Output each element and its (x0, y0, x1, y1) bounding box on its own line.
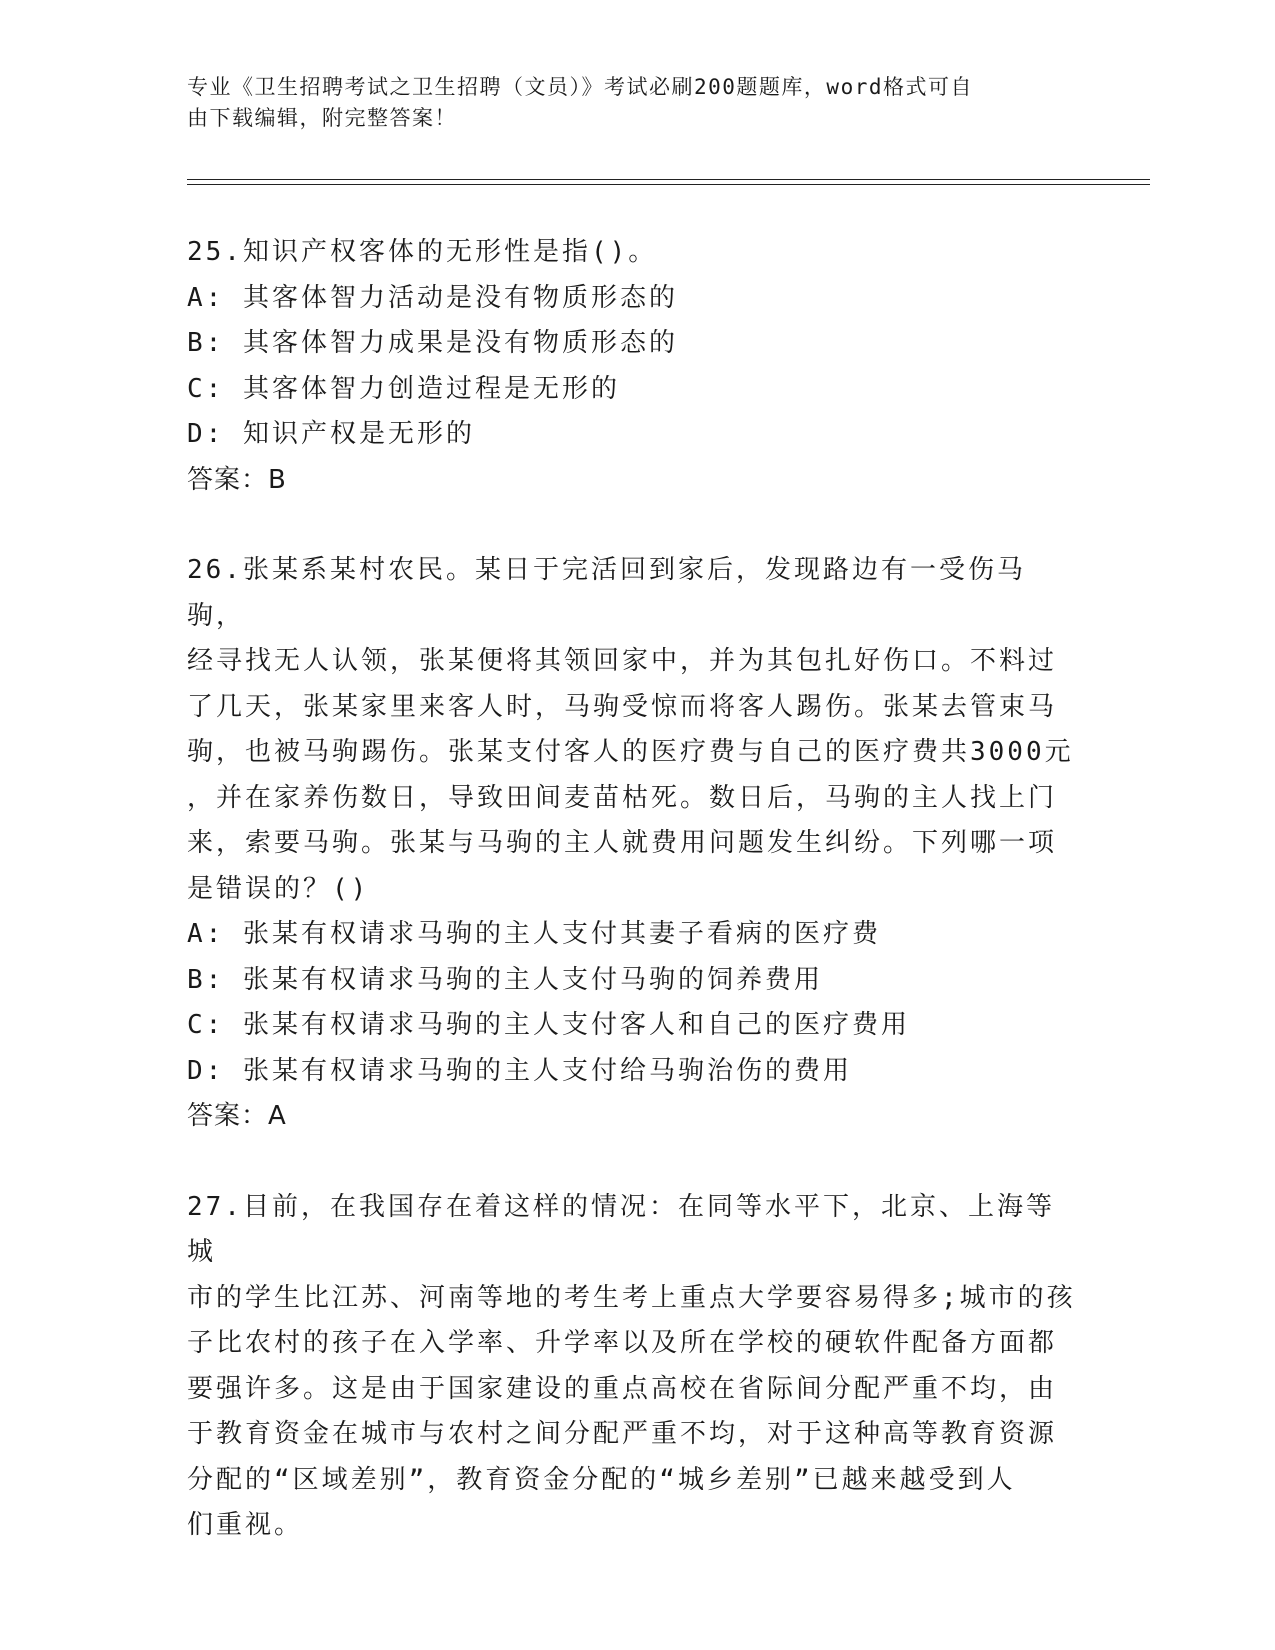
question-text-line: 来，索要马驹。张某与马驹的主人就费用问题发生纠纷。下列哪一项 (187, 828, 1058, 858)
question-text-line: 26.张某系某村农民。某日于完活回到家后，发现路边有一受伤马驹， (187, 555, 1026, 631)
question-text-line: 分配的“区域差别”，教育资金分配的“城乡差别”已越来越受到人 (187, 1464, 1016, 1495)
question-text-line: 是错误的？() (187, 873, 370, 904)
header-rule-bottom (187, 184, 1150, 185)
option-a: A: 张某有权请求马驹的主人支付其妻子看病的医疗费 (187, 919, 881, 949)
question-text-line: 27.目前，在我国存在着这样的情况：在同等水平下，北京、上海等城 (187, 1191, 1055, 1267)
option-a: A: 其客体智力活动是没有物质形态的 (187, 282, 678, 313)
question-text-line: 子比农村的孩子在入学率、升学率以及所在学校的硬软件配备方面都 (187, 1328, 1058, 1358)
question-text-line: 了几天，张某家里来客人时，马驹受惊而将客人踢伤。张某去管束马 (187, 691, 1058, 722)
question-27 (187, 1185, 1077, 1549)
document-header (187, 72, 1067, 134)
option-d: D: 张某有权请求马驹的主人支付给马驹治伤的费用 (187, 1055, 852, 1086)
option-c: C: 张某有权请求马驹的主人支付客人和自己的医疗费用 (187, 1010, 910, 1040)
header-line-1: 专业《卫生招聘考试之卫生招聘（文员）》考试必刷200题题库，word格式可自 (187, 75, 973, 99)
question-text-line: 于教育资金在城市与农村之间分配严重不均，对于这种高等教育资源 (187, 1419, 1058, 1449)
question-text-line: ，并在家养伤数日，导致田间麦苗枯死。数日后，马驹的主人找上门 (187, 782, 1058, 813)
answer: 答案：B (187, 464, 287, 495)
option-d: D: 知识产权是无形的 (187, 419, 475, 449)
option-c: C: 其客体智力创造过程是无形的 (187, 373, 620, 404)
question-text-line: 驹，也被马驹踢伤。张某支付客人的医疗费与自己的医疗费共3000元 (187, 737, 1074, 767)
question-text-line: 25.知识产权客体的无形性是指()。 (187, 237, 658, 267)
question-text-line: 们重视。 (187, 1510, 304, 1540)
question-25 (187, 230, 1077, 503)
header-line-2: 由下载编辑，附完整答案！ (187, 106, 457, 130)
question-text-line: 要强许多。这是由于国家建设的重点高校在省际间分配严重不均，由 (187, 1373, 1058, 1404)
option-b: B: 其客体智力成果是没有物质形态的 (187, 328, 678, 358)
question-26 (187, 548, 1077, 1140)
question-text-line: 经寻找无人认领，张某便将其领回家中，并为其包扎好伤口。不料过 (187, 646, 1058, 676)
answer: 答案：A (187, 1101, 287, 1131)
header-rule-top (187, 179, 1150, 180)
question-text-line: 市的学生比江苏、河南等地的考生考上重点大学要容易得多;城市的孩 (187, 1282, 1076, 1313)
option-b: B: 张某有权请求马驹的主人支付马驹的饲养费用 (187, 964, 823, 995)
question-list (187, 230, 1077, 1594)
